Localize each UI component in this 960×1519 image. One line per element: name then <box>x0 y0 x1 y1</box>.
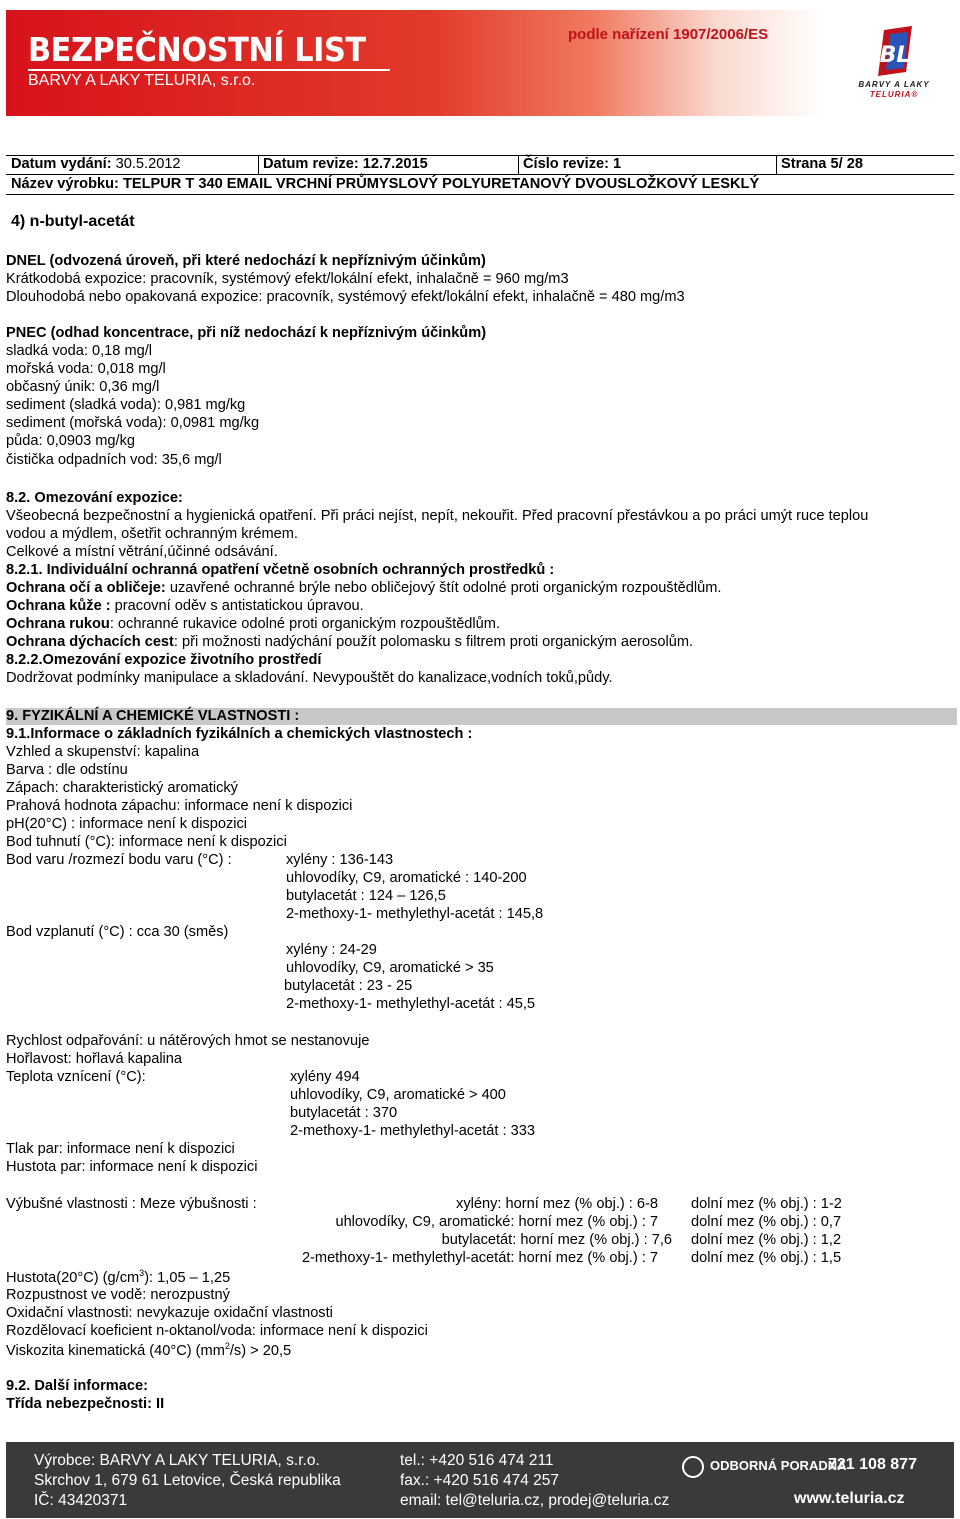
section-9-2-heading: 9.2. Další informace: <box>6 1378 148 1394</box>
pnec-freshwater: sladká voda: 0,18 mg/l <box>6 343 153 359</box>
eye-protection: Ochrana očí a obličeje: uzavřené ochranné brýle nebo obličejový štít odolné proti organickým rozpouštědlům. <box>6 580 722 596</box>
dnel-short-term: Krátkodobá expozice: pracovník, systémový efekt/lokální efekt, inhalačně = 960 mg/m3 <box>6 271 569 287</box>
ignition-temp-xylenes: xylény 494 <box>290 1069 360 1085</box>
boiling-point-methoxy: 2-methoxy-1- methylethyl-acetát : 145,8 <box>286 906 544 922</box>
document-header <box>6 10 954 116</box>
pnec-sewage: čistička odpadních vod: 35,6 mg/l <box>6 452 222 468</box>
section-8-2-heading: 8.2. Omezování expozice: <box>6 490 183 506</box>
pnec-sediment-sea: sediment (mořská voda): 0,0981 mg/kg <box>6 415 260 431</box>
evaporation-rate: Rychlost odpařování: u nátěrových hmot se nestanovuje <box>6 1033 370 1049</box>
prop-ph: pH(20°C) : informace není k dispozici <box>6 816 248 832</box>
vapor-density: Hustota par: informace není k dispozici <box>6 1159 258 1175</box>
logo-caption-2: TELURIA® <box>869 90 919 99</box>
footer-hotline-label: ODBORNÁ PORADNA <box>710 1458 847 1473</box>
section-8-2-1-heading: 8.2.1. Individuální ochranná opatření včetně osobních ochranných prostředků : <box>6 562 555 578</box>
pnec-intermittent: občasný únik: 0,36 mg/l <box>6 379 160 395</box>
kinematic-viscosity: Viskozita kinematická (40°C) $(mm^2/s) > 20,5$ <box>6 1341 292 1359</box>
document-footer <box>6 1442 954 1518</box>
company-logo <box>854 24 934 104</box>
prop-odor: Zápach: charakteristický aromatický <box>6 780 238 796</box>
info-mid-border <box>6 174 954 175</box>
explosive-lower-c9: dolní mez (% obj.) : 0,7 <box>691 1214 842 1230</box>
logo-letters: BL <box>879 43 911 68</box>
hand-protection: Ochrana rukou: ochranné rukavice odolné proti organickým rozpouštědlům. <box>6 616 500 632</box>
footer-phone: tel.: +420 516 474 211 <box>400 1452 554 1469</box>
prop-appearance: Vzhled a skupenství: kapalina <box>6 744 200 760</box>
pnec-sediment-fresh: sediment (sladká voda): 0,981 mg/kg <box>6 397 246 413</box>
boiling-point-label: Bod varu /rozmezí bodu varu (°C) : <box>6 852 232 868</box>
prop-odor-threshold: Prahová hodnota zápachu: informace není k dispozici <box>6 798 353 814</box>
document-title: BEZPEČNOSTNÍ LIST <box>28 30 366 69</box>
explosive-lower-butylacetate: dolní mez (% obj.) : 1,2 <box>691 1232 842 1248</box>
explosive-upper-c9: uhlovodíky, C9, aromatické: horní mez (% obj.) : 7 <box>335 1214 658 1230</box>
flash-point-butylacetate: butylacetát : 23 - 25 <box>284 978 413 994</box>
ignition-temp-label: Teplota vznícení (°C): <box>6 1069 146 1085</box>
dnel-heading: DNEL (odvozená úroveň, při které nedochází k nepříznivým účinkům) <box>6 253 486 269</box>
explosive-upper-xylenes: xylény: horní mez (% obj.) : 6-8 <box>456 1196 658 1212</box>
explosive-upper-butylacetate: butylacetát: horní mez (% obj.) : 7,6 <box>441 1232 672 1248</box>
boiling-point-xylenes: xylény : 136-143 <box>286 852 394 868</box>
info-bottom-border <box>6 194 954 195</box>
dnel-long-term: Dlouhodobá nebo opakovaná expozice: pracovník, systémový efekt/lokální efekt, inhalačně = 480 mg/m3 <box>6 289 685 305</box>
section-9-1-heading: 9.1.Informace o základních fyzikálních a chemických vlastnostech : <box>6 726 473 742</box>
water-solubility: Rozpustnost ve vodě: nerozpustný <box>6 1287 230 1303</box>
footer-website: www.teluria.cz <box>794 1490 905 1507</box>
prop-freezing-point: Bod tuhnutí (°C): informace není k dispozici <box>6 834 287 850</box>
section-8-2-text-1a: Všeobecná bezpečnostní a hygienická opatření. Při práci nejíst, nepít, nekouřit. Před pracovní přestávkou a po práci umýt ruce teplou <box>6 508 869 524</box>
footer-fax: fax.: +420 516 474 257 <box>400 1472 560 1489</box>
info-divider-2 <box>518 155 519 174</box>
pnec-seawater: mořská voda: 0,018 mg/l <box>6 361 166 377</box>
oxidizing-properties: Oxidační vlastnosti: nevykazuje oxidační vlastnosti <box>6 1305 333 1321</box>
logo-mark-icon <box>854 24 934 80</box>
explosive-upper-methoxy: 2-methoxy-1- methylethyl-acetát: horní mez (% obj.) : 7 <box>301 1250 658 1266</box>
boiling-point-butylacetate: butylacetát : 124 – 126,5 <box>286 888 446 904</box>
boiling-point-c9: uhlovodíky, C9, aromatické : 140-200 <box>286 870 527 886</box>
revision-number: Číslo revize: 1 <box>523 156 622 172</box>
footer-producer: Výrobce: BARVY A LAKY TELURIA, s.r.o. <box>34 1452 320 1469</box>
header-company-name: BARVY A LAKY TELURIA, s.r.o. <box>28 72 256 89</box>
vapor-pressure: Tlak par: informace není k dispozici <box>6 1141 235 1157</box>
hazard-class: Třída nebezpečnosti: II <box>6 1396 165 1412</box>
explosive-lower-xylenes: dolní mez (% obj.) : 1-2 <box>691 1196 842 1212</box>
section-8-2-text-2: Celkové a místní větrání,účinné odsávání. <box>6 544 278 560</box>
ignition-temp-c9: uhlovodíky, C9, aromatické > 400 <box>290 1087 506 1103</box>
prop-color: Barva : dle odstínu <box>6 762 128 778</box>
section-9-heading: 9. FYZIKÁLNÍ A CHEMICKÉ VLASTNOSTI : <box>6 708 300 724</box>
info-divider-3 <box>776 155 777 174</box>
pnec-heading: PNEC (odhad koncentrace, při níž nedochází k nepříznivým účinkům) <box>6 325 487 341</box>
flammability: Hořlavost: hořlavá kapalina <box>6 1051 183 1067</box>
footer-ico: IČ: 43420371 <box>34 1492 128 1509</box>
title-underline <box>28 69 390 71</box>
explosive-lower-methoxy: dolní mez (% obj.) : 1,5 <box>691 1250 842 1266</box>
logo-caption-1: BARVY A LAKY <box>858 80 930 89</box>
section-8-2-2-text: Dodržovat podmínky manipulace a skladování. Nevypouštět do kanalizace,vodních toků,půdy. <box>6 670 613 686</box>
partition-coefficient: Rozdělovací koeficient n-oktanol/voda: informace není k dispozici <box>6 1323 428 1339</box>
density: Hustota(20°C) $(g/cm^3)$: 1,05 – 1,25 <box>6 1268 231 1286</box>
flash-point-c9: uhlovodíky, C9, aromatické > 35 <box>286 960 494 976</box>
hotline-seal-icon <box>682 1456 704 1478</box>
flash-point-methoxy: 2-methoxy-1- methylethyl-acetát : 45,5 <box>286 996 536 1012</box>
product-name: Název výrobku: TELPUR T 340 EMAIL VRCHNÍ PRŮMYSLOVÝ POLYURETANOVÝ DVOUSLOŽKOVÝ LESKLÝ <box>11 176 760 192</box>
section-8-2-2-heading: 8.2.2.Omezování expozice životního prostředí <box>6 652 322 668</box>
footer-hotline-number: 721 108 877 <box>828 1456 917 1473</box>
skin-protection: Ochrana kůže : pracovní oděv s antistatickou úpravou. <box>6 598 364 614</box>
ignition-temp-butylacetate: butylacetát : 370 <box>290 1105 398 1121</box>
explosive-label: Výbušné vlastnosti : Meze výbušnosti : <box>6 1196 257 1212</box>
flash-point-xylenes: xylény : 24-29 <box>286 942 377 958</box>
regulation-reference: podle nařízení 1907/2006/ES <box>568 26 769 43</box>
pnec-soil: půda: 0,0903 mg/kg <box>6 433 136 449</box>
respiratory-protection: Ochrana dýchacích cest: při možnosti nadýchání použít polomasku s filtrem proti organickým aerosolům. <box>6 634 694 650</box>
ignition-temp-methoxy: 2-methoxy-1- methylethyl-acetát : 333 <box>290 1123 535 1139</box>
revision-date: Datum revize: 12.7.2015 <box>263 156 428 172</box>
flash-point-label: Bod vzplanutí (°C) : cca 30 (směs) <box>6 924 229 940</box>
footer-email: email: tel@teluria.cz, prodej@teluria.cz <box>400 1492 670 1509</box>
page-number: Strana 5/ 28 <box>781 156 863 172</box>
section-8-2-text-1b: vodou a mýdlem, ošetřit ochranným krémem. <box>6 526 298 542</box>
footer-address: Skrchov 1, 679 61 Letovice, Česká republika <box>34 1472 341 1489</box>
substance-heading: 4) n-butyl-acetát <box>11 213 135 230</box>
info-divider-1 <box>258 155 259 174</box>
issue-date: Datum vydání: 30.5.2012 <box>11 156 181 172</box>
